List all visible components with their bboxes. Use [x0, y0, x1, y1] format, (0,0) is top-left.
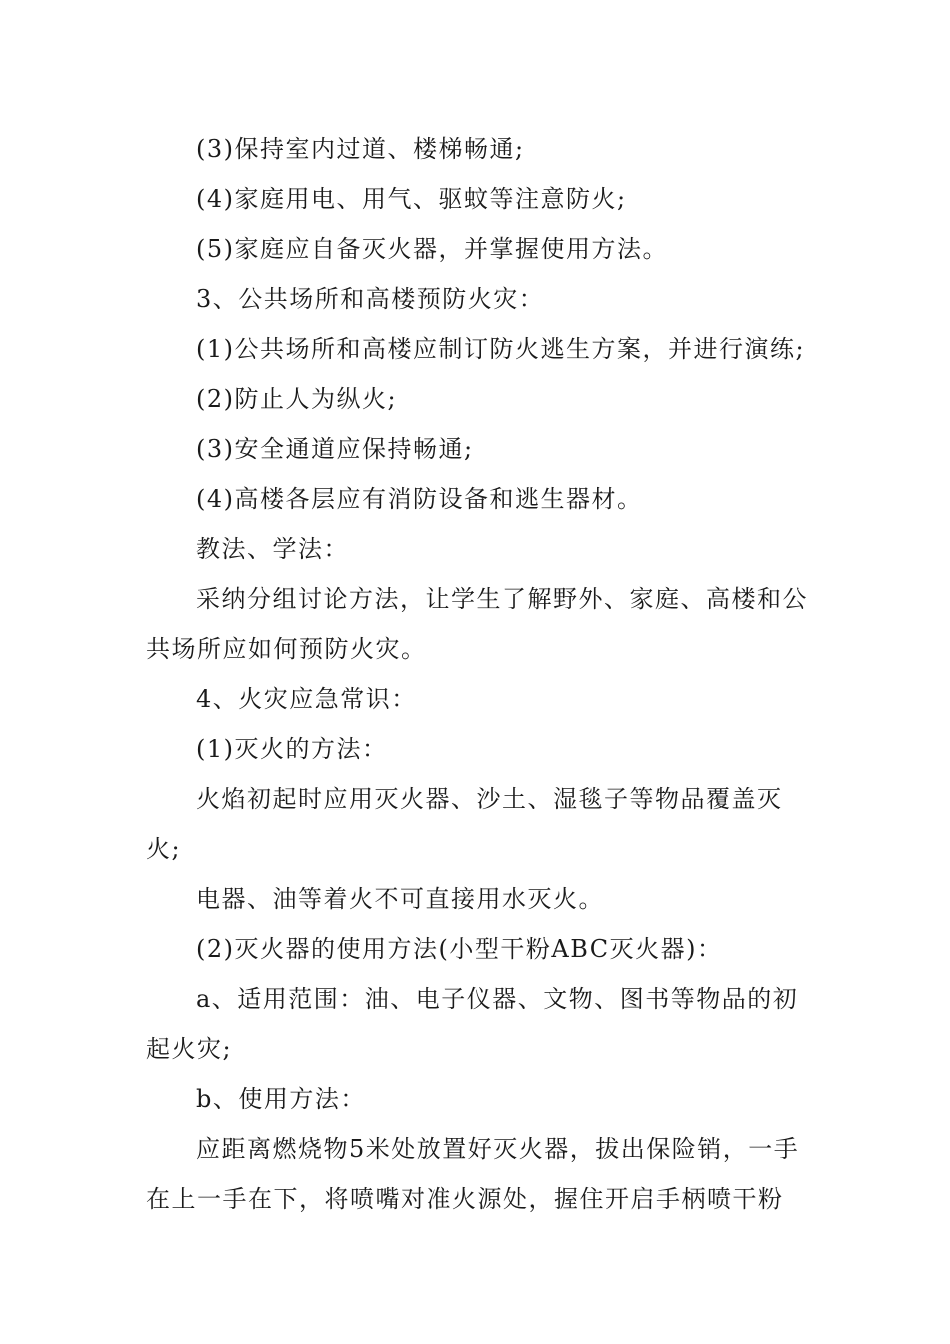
paragraph: 采纳分组讨论方法，让学生了解野外、家庭、高楼和公共场所应如何预防火灾。	[146, 585, 808, 663]
paragraph: (4)高楼各层应有消防设备和逃生器材。	[196, 485, 643, 513]
paragraph: 火焰初起时应用灭火器、沙土、湿毯子等物品覆盖灭火;	[146, 785, 783, 863]
document-body	[146, 124, 808, 1224]
paragraph: (2)防止人为纵火;	[196, 385, 398, 413]
paragraph: b、使用方法：	[196, 1085, 366, 1113]
paragraph: (5)家庭应自备灭火器，并掌握使用方法。	[196, 235, 668, 263]
section-heading: 4、火灾应急常识：	[196, 685, 417, 713]
paragraph: (1)灭火的方法：	[196, 735, 388, 763]
paragraph: a、适用范围：油、电子仪器、文物、图书等物品的初起火灾;	[146, 985, 799, 1063]
paragraph: 电器、油等着火不可直接用水灭火。	[196, 885, 604, 913]
paragraph: 应距离燃烧物5米处放置好灭火器，拔出保险销，一手在上一手在下，将喷嘴对准火源处，握住开启手柄喷干粉	[146, 1135, 800, 1213]
paragraph: (3)保持室内过道、楼梯畅通;	[196, 135, 525, 163]
subheading: 教法、学法：	[196, 535, 349, 563]
paragraph: (1)公共场所和高楼应制订防火逃生方案，并进行演练;	[196, 335, 806, 363]
paragraph: (3)安全通道应保持畅通;	[196, 435, 474, 463]
section-heading: 3、公共场所和高楼预防火灾：	[196, 285, 545, 313]
paragraph: (2)灭火器的使用方法(小型干粉ABC灭火器)：	[196, 935, 723, 963]
paragraph: (4)家庭用电、用气、驱蚊等注意防火;	[196, 185, 627, 213]
